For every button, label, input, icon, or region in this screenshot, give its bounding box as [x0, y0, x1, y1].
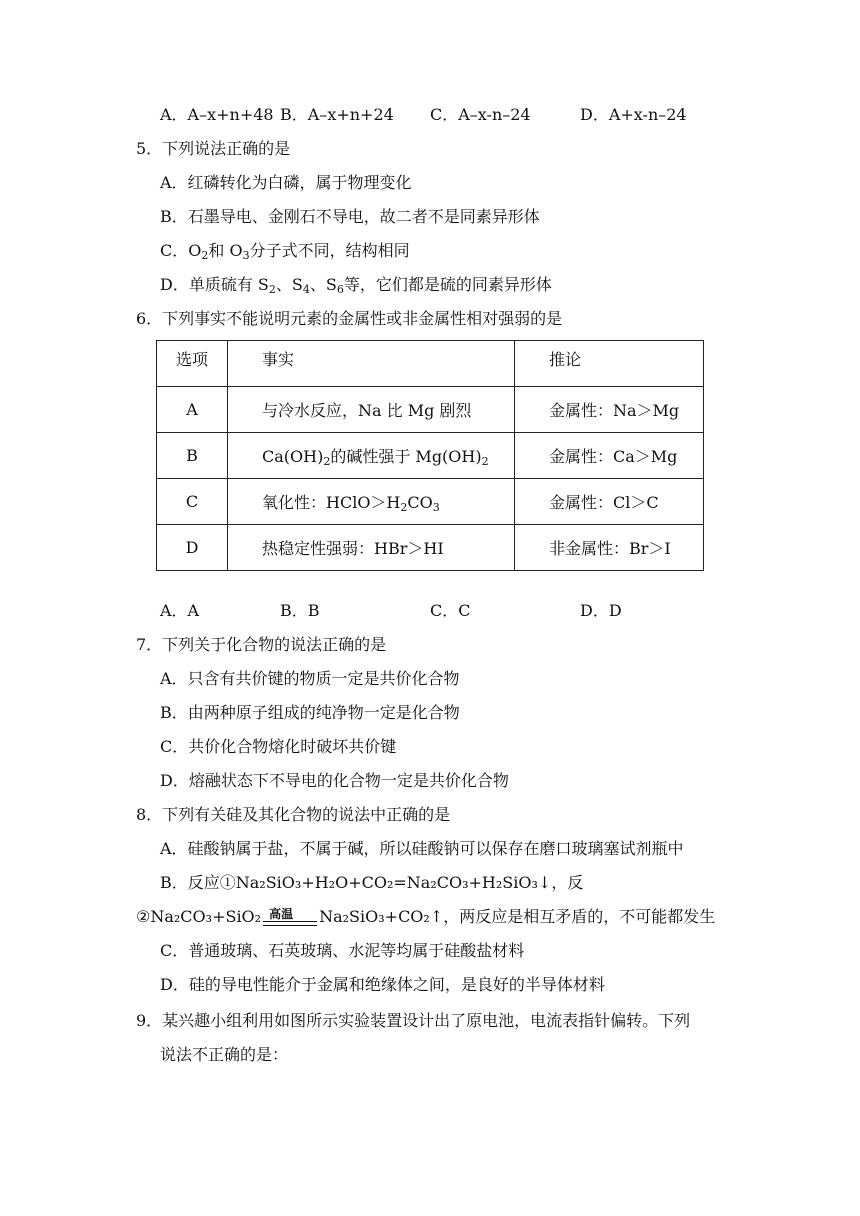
row-fact: 氧化性：$HClO>H_2CO_3$	[228, 479, 515, 525]
row-option: A	[157, 387, 228, 433]
q6-stem: 6．下列事实不能说明元素的金属性或非金属性相对强弱的是	[136, 309, 563, 328]
row-fact: 热稳定性强弱：HBr＞HI	[228, 525, 515, 571]
q6-option-d: D．D	[580, 601, 622, 620]
row-inference: 金属性：Cl＞C	[515, 479, 704, 525]
row-fact: $Ca(OH)_2$的碱性强于 $Mg(OH)_2$	[228, 433, 515, 479]
q7-option-c: C．共价化合物熔化时破坏共价键	[160, 737, 397, 756]
q4-option-b: B．A–x+n+24	[280, 105, 394, 124]
table-row	[157, 433, 704, 479]
q7-option-b: B．由两种原子组成的纯净物一定是化合物	[160, 703, 460, 722]
q6-facts-table	[156, 340, 704, 571]
table-row	[157, 387, 704, 433]
row-option: C	[157, 479, 228, 525]
q9-stem-line1: 9．某兴趣小组利用如图所示实验装置设计出了原电池，电流表指针偏转。下列	[136, 1011, 691, 1030]
q5-option-c: C．$O_2$和 $O_3$分子式不同，结构相同	[160, 241, 410, 262]
row-inference: 非金属性：Br＞I	[515, 525, 704, 571]
table-header-row	[157, 341, 704, 387]
row-option: B	[157, 433, 228, 479]
row-inference: 金属性：Na＞Mg	[515, 387, 704, 433]
q7-option-a: A．只含有共价键的物质一定是共价化合物	[160, 669, 460, 688]
q5-option-a: A．红磷转化为白磷，属于物理变化	[160, 173, 412, 192]
table-row	[157, 525, 704, 571]
q8-stem: 8．下列有关硅及其化合物的说法中正确的是	[136, 805, 451, 824]
q8-option-a: A．硅酸钠属于盐，不属于碱，所以硅酸钠可以保存在磨口玻璃塞试剂瓶中	[160, 839, 684, 858]
q7-stem: 7．下列关于化合物的说法正确的是	[136, 635, 387, 654]
row-option: D	[157, 525, 228, 571]
row-fact: 与冷水反应，Na 比 Mg 剧烈	[228, 387, 515, 433]
q5-stem: 5．下列说法正确的是	[136, 139, 291, 158]
q8-option-d: D．硅的导电性能介于金属和绝缘体之间，是良好的半导体材料	[160, 975, 605, 994]
header-option: 选项	[157, 341, 228, 387]
q6-option-c: C．C	[430, 601, 471, 620]
q9-stem-line2: 说法不正确的是：	[160, 1045, 289, 1064]
q4-option-a: A．A–x+n+48	[160, 105, 274, 124]
header-inference: 推论	[515, 341, 704, 387]
q5-option-b: B．石墨导电、金刚石不导电，故二者不是同素异形体	[160, 207, 540, 226]
header-fact: 事实	[228, 341, 515, 387]
q8-option-b-line2: ②Na₂CO₃+SiO₂ 高温 Na₂SiO₃+CO₂↑，两反应是相互矛盾的，不可能都发生	[136, 906, 715, 929]
q6-option-a: A．A	[160, 601, 200, 620]
q4-option-c: C．A–x-n–24	[430, 105, 531, 124]
q8-option-c: C．普通玻璃、石英玻璃、水泥等均属于硅酸盐材料	[160, 941, 525, 960]
q7-option-d: D．熔融状态下不导电的化合物一定是共价化合物	[160, 771, 509, 790]
reaction-condition: 高温	[263, 907, 317, 929]
table-row	[157, 479, 704, 525]
q8-option-b-line1: B．反应①Na₂SiO₃+H₂O+CO₂=Na₂CO₃+H₂SiO₃↓，反	[160, 873, 584, 892]
row-inference: 金属性：Ca＞Mg	[515, 433, 704, 479]
q6-option-b: B．B	[280, 601, 320, 620]
q4-option-d: D．A+x-n–24	[580, 105, 687, 124]
q5-option-d: D．单质硫有 $S_2$、$S_4$、$S_6$等，它们都是硫的同素异形体	[160, 275, 552, 296]
